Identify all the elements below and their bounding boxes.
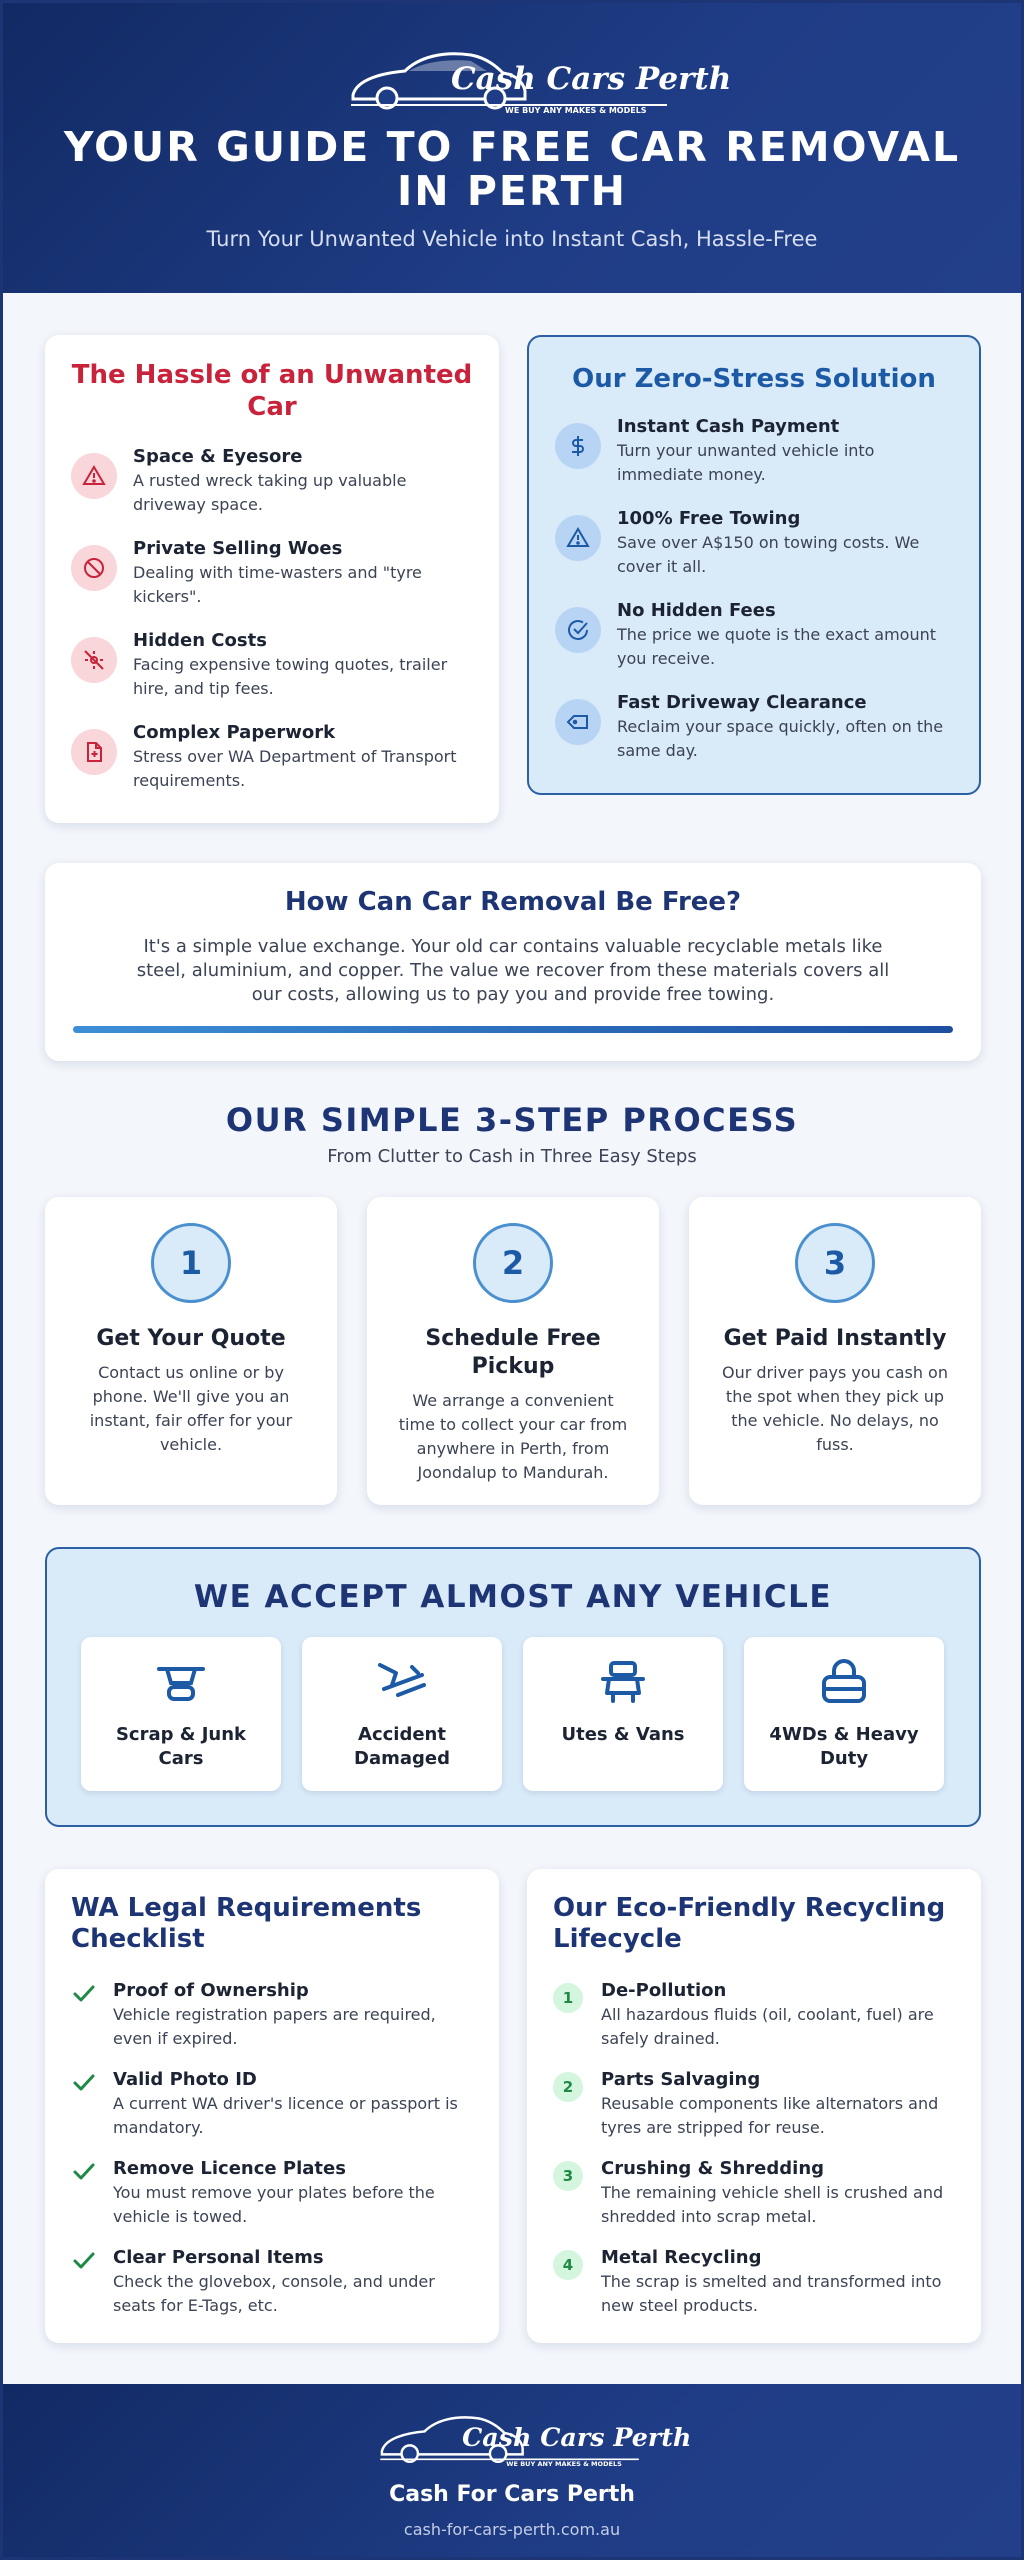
checklist-heading: Clear Personal Items (113, 2247, 324, 2268)
hidden-cost-icon (71, 637, 117, 683)
hassle-item (71, 629, 479, 701)
checklist-text: Vehicle registration papers are required, even if expired. (113, 2005, 436, 2048)
footer-logo (3, 2408, 1021, 2470)
checklist-item (71, 1979, 479, 2051)
vehicle-label: Scrap & Junk Cars (115, 1724, 247, 1769)
footer-website-link[interactable]: cash-for-cars-perth.com.au (403, 2520, 621, 2539)
checklist-heading: Proof of Ownership (113, 1980, 309, 2001)
solution-item-text: Turn your unwanted vehicle into immediate money. (617, 441, 875, 484)
svg-text:Cash Cars Perth: Cash Cars Perth (462, 2422, 692, 2453)
checklist-text: Check the glovebox, console, and under seats for E-Tags, etc. (113, 2272, 435, 2315)
checklist-item (71, 2157, 479, 2229)
solution-item (555, 507, 959, 579)
solution-card (527, 335, 981, 795)
solution-item (555, 691, 959, 763)
step-text: Our driver pays you cash on the spot when they pick up the vehicle. No delays, no fuss. (722, 1363, 948, 1454)
solution-item-heading: Fast Driveway Clearance (617, 692, 867, 713)
warning-triangle-icon (71, 453, 117, 499)
checklist-item (71, 2246, 479, 2318)
hassle-item (71, 445, 479, 517)
hassle-item-text: Dealing with time-wasters and "tyre kickers". (133, 563, 422, 606)
footer-company-name: Cash For Cars Perth (389, 2482, 635, 2507)
warning-triangle-icon (555, 515, 601, 561)
step-number: 3 (795, 1223, 875, 1303)
hassle-item-heading: Complex Paperwork (133, 722, 336, 743)
checkmark-icon (71, 2159, 97, 2185)
solution-title: Our Zero-Stress Solution (572, 364, 936, 394)
lifecycle-text: Reusable components like alternators and tyres are stripped for reuse. (601, 2094, 939, 2137)
lifecycle-number: 2 (553, 2072, 583, 2102)
svg-text:WE BUY ANY MAKES & MODELS: WE BUY ANY MAKES & MODELS (505, 106, 647, 115)
lifecycle-heading: Crushing & Shredding (601, 2158, 825, 2179)
step-text: Contact us online or by phone. We'll give you an instant, fair offer for your vehicle. (89, 1363, 293, 1454)
hassle-item-text: Stress over WA Department of Transport requirements. (133, 747, 457, 790)
checkmark-icon (71, 1981, 97, 2007)
tag-icon (555, 699, 601, 745)
lifecycle-text: All hazardous fluids (oil, coolant, fuel) are safely drained. (601, 2005, 934, 2048)
solution-item-text: Save over A$150 on towing costs. We cover it all. (617, 533, 920, 576)
hassle-item-text: Facing expensive towing quotes, trailer hire, and tip fees. (133, 655, 448, 698)
ute-icon (523, 1659, 723, 1707)
solution-item (555, 415, 959, 487)
legal-checklist-card (45, 1869, 499, 2343)
hassle-title: The Hassle of an Unwanted Car (71, 360, 473, 422)
dollar-icon (555, 423, 601, 469)
svg-text:WE BUY ANY MAKES & MODELS: WE BUY ANY MAKES & MODELS (506, 2459, 622, 2468)
lifecycle-text: The remaining vehicle shell is crushed and shredded into scrap metal. (601, 2183, 944, 2226)
eco-title: Our Eco-Friendly Recycling Lifecycle (553, 1893, 946, 1954)
solution-item-heading: Instant Cash Payment (617, 416, 840, 437)
step-card (367, 1197, 659, 1505)
free-removal-text: It's a simple value exchange. Your old car contains valuable recyclable metals like steel, aluminium, and copper. The value we recover from these materials covers all our costs, allowing us to pay you and provide free towing. (136, 936, 890, 1005)
hassle-item (71, 721, 479, 793)
vehicle-label: Accident Damaged (354, 1724, 450, 1769)
step-number: 1 (151, 1223, 231, 1303)
page-subtitle: Turn Your Unwanted Vehicle into Instant Cash, Hassle-Free (206, 227, 818, 251)
checklist-text: A current WA driver's licence or passport is mandatory. (113, 2094, 458, 2137)
step-title: Get Paid Instantly (723, 1326, 947, 1351)
footer (3, 2384, 1021, 2557)
step-title: Get Your Quote (96, 1326, 286, 1351)
step-text: We arrange a convenient time to collect your car from anywhere in Perth, from Joondalup to Mandurah. (398, 1391, 628, 1482)
vehicles-title: WE ACCEPT ALMOST ANY VEHICLE (193, 1579, 833, 1615)
checklist-text: You must remove your plates before the vehicle is towed. (113, 2183, 435, 2226)
page-title: YOUR GUIDE TO FREE CAR REMOVAL IN PERTH (63, 123, 961, 215)
lifecycle-number: 3 (553, 2161, 583, 2191)
step-number: 2 (473, 1223, 553, 1303)
vehicles-section (45, 1547, 981, 1827)
process-subtitle: From Clutter to Cash in Three Easy Steps (327, 1146, 697, 1167)
checklist-heading: Valid Photo ID (113, 2069, 257, 2090)
hero-header (3, 3, 1021, 293)
lifecycle-item (553, 2246, 961, 2318)
vehicle-card (302, 1637, 502, 1791)
legal-title: WA Legal Requirements Checklist (71, 1893, 422, 1954)
free-removal-card (45, 863, 981, 1061)
vehicle-card (81, 1637, 281, 1791)
accident-icon (302, 1659, 502, 1707)
accent-bar (73, 1026, 953, 1033)
vehicle-card (523, 1637, 723, 1791)
vehicle-label: Utes & Vans (561, 1724, 685, 1745)
brand-logo (3, 43, 1021, 115)
no-entry-icon (71, 545, 117, 591)
lifecycle-number: 4 (553, 2250, 583, 2280)
step-card (45, 1197, 337, 1505)
solution-item-text: The price we quote is the exact amount you receive. (617, 625, 936, 668)
checklist-heading: Remove Licence Plates (113, 2158, 346, 2179)
hassle-item-heading: Space & Eyesore (133, 446, 303, 467)
vehicle-card (744, 1637, 944, 1791)
eco-lifecycle-card (527, 1869, 981, 2343)
lifecycle-text: The scrap is smelted and transformed into new steel products. (601, 2272, 942, 2315)
lifecycle-heading: De-Pollution (601, 1980, 727, 2001)
hassle-item (71, 537, 479, 609)
checklist-item (71, 2068, 479, 2140)
checkmark-icon (71, 2248, 97, 2274)
solution-item-heading: 100% Free Towing (617, 508, 801, 529)
lifecycle-heading: Parts Salvaging (601, 2069, 761, 2090)
hassle-item-heading: Hidden Costs (133, 630, 267, 651)
solution-item-text: Reclaim your space quickly, often on the same day. (617, 717, 944, 760)
lifecycle-item (553, 2068, 961, 2140)
solution-item (555, 599, 959, 671)
heavy-duty-icon (744, 1659, 944, 1707)
scrap-car-icon (81, 1659, 281, 1707)
svg-text:Cash Cars Perth: Cash Cars Perth (451, 61, 732, 97)
step-card (689, 1197, 981, 1505)
lifecycle-item (553, 1979, 961, 2051)
hassle-item-heading: Private Selling Woes (133, 538, 343, 559)
check-circle-icon (555, 607, 601, 653)
process-title: OUR SIMPLE 3-STEP PROCESS (225, 1101, 799, 1139)
free-removal-title: How Can Car Removal Be Free? (284, 887, 742, 917)
lifecycle-number: 1 (553, 1983, 583, 2013)
lifecycle-heading: Metal Recycling (601, 2247, 762, 2268)
hassle-card (45, 335, 499, 823)
lifecycle-item (553, 2157, 961, 2229)
solution-item-heading: No Hidden Fees (617, 600, 776, 621)
document-icon (71, 729, 117, 775)
vehicle-label: 4WDs & Heavy Duty (769, 1724, 919, 1769)
checkmark-icon (71, 2070, 97, 2096)
step-title: Schedule Free Pickup (425, 1326, 601, 1379)
hassle-item-text: A rusted wreck taking up valuable driveway space. (133, 471, 407, 514)
